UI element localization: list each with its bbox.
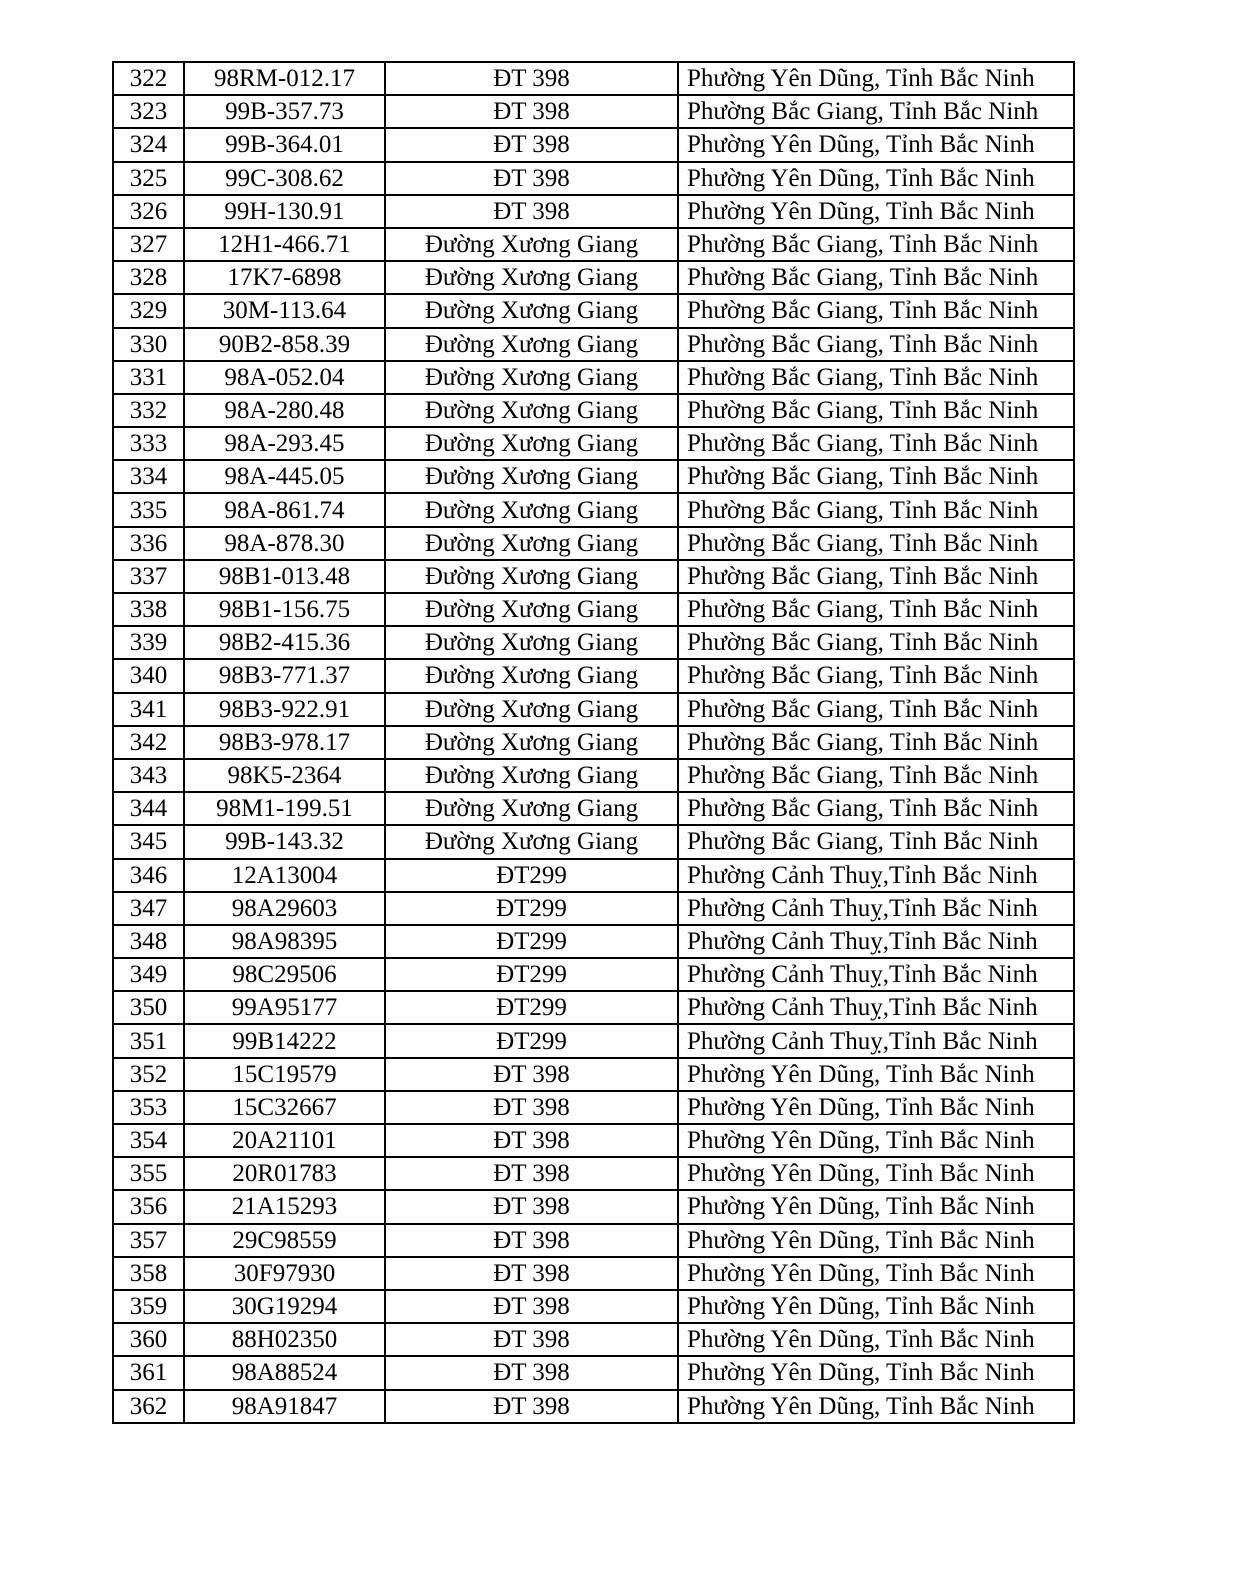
location-cell: Phường Bắc Giang, Tỉnh Bắc Ninh <box>678 427 1074 460</box>
table-row <box>113 493 1074 526</box>
location-cell: Phường Bắc Giang, Tỉnh Bắc Ninh <box>678 527 1074 560</box>
table-row <box>113 361 1074 394</box>
road-name-cell: Đường Xương Giang <box>385 460 678 493</box>
location-cell: Phường Yên Dũng, Tỉnh Bắc Ninh <box>678 62 1074 95</box>
location-cell: Phường Yên Dũng, Tỉnh Bắc Ninh <box>678 1323 1074 1356</box>
license-plate-cell: 98A88524 <box>184 1356 385 1389</box>
row-number-cell: 335 <box>113 493 184 526</box>
row-number-cell: 337 <box>113 560 184 593</box>
road-name-cell: ĐT 398 <box>385 1290 678 1323</box>
row-number-cell: 361 <box>113 1356 184 1389</box>
table-row <box>113 195 1074 228</box>
location-cell: Phường Bắc Giang, Tỉnh Bắc Ninh <box>678 693 1074 726</box>
location-cell: Phường Yên Dũng, Tỉnh Bắc Ninh <box>678 195 1074 228</box>
row-number-cell: 346 <box>113 859 184 892</box>
road-name-cell: ĐT299 <box>385 859 678 892</box>
location-cell: Phường Bắc Giang, Tỉnh Bắc Ninh <box>678 261 1074 294</box>
license-plate-cell: 99B-364.01 <box>184 128 385 161</box>
location-cell: Phường Bắc Giang, Tỉnh Bắc Ninh <box>678 792 1074 825</box>
location-cell: Phường Yên Dũng, Tỉnh Bắc Ninh <box>678 1058 1074 1091</box>
row-number-cell: 353 <box>113 1091 184 1124</box>
row-number-cell: 360 <box>113 1323 184 1356</box>
location-cell: Phường Bắc Giang, Tỉnh Bắc Ninh <box>678 228 1074 261</box>
location-cell: Phường Yên Dũng, Tỉnh Bắc Ninh <box>678 1390 1074 1423</box>
table-row <box>113 1257 1074 1290</box>
table-row <box>113 726 1074 759</box>
location-cell: Phường Bắc Giang, Tỉnh Bắc Ninh <box>678 726 1074 759</box>
license-plate-cell: 20R01783 <box>184 1157 385 1190</box>
table-row <box>113 1024 1074 1057</box>
license-plate-cell: 99B14222 <box>184 1024 385 1057</box>
road-name-cell: ĐT 398 <box>385 1390 678 1423</box>
location-cell: Phường Yên Dũng, Tỉnh Bắc Ninh <box>678 1157 1074 1190</box>
location-cell: Phường Cảnh Thuỵ,Tỉnh Bắc Ninh <box>678 1024 1074 1057</box>
row-number-cell: 329 <box>113 294 184 327</box>
road-name-cell: Đường Xương Giang <box>385 759 678 792</box>
table-row <box>113 693 1074 726</box>
table-row <box>113 1157 1074 1190</box>
row-number-cell: 355 <box>113 1157 184 1190</box>
table-row <box>113 593 1074 626</box>
row-number-cell: 356 <box>113 1190 184 1223</box>
license-plate-cell: 21A15293 <box>184 1190 385 1223</box>
row-number-cell: 349 <box>113 958 184 991</box>
road-name-cell: ĐT 398 <box>385 1190 678 1223</box>
table-row <box>113 228 1074 261</box>
license-plate-cell: 99C-308.62 <box>184 162 385 195</box>
table-row <box>113 825 1074 858</box>
license-plate-cell: 99B-143.32 <box>184 825 385 858</box>
table-row <box>113 394 1074 427</box>
road-name-cell: Đường Xương Giang <box>385 294 678 327</box>
location-cell: Phường Bắc Giang, Tỉnh Bắc Ninh <box>678 328 1074 361</box>
table-row <box>113 427 1074 460</box>
row-number-cell: 344 <box>113 792 184 825</box>
table-row <box>113 1190 1074 1223</box>
table-row <box>113 1224 1074 1257</box>
license-plate-cell: 98B1-156.75 <box>184 593 385 626</box>
table-row <box>113 95 1074 128</box>
table-row <box>113 162 1074 195</box>
row-number-cell: 336 <box>113 527 184 560</box>
road-name-cell: Đường Xương Giang <box>385 527 678 560</box>
location-cell: Phường Yên Dũng, Tỉnh Bắc Ninh <box>678 1356 1074 1389</box>
location-cell: Phường Bắc Giang, Tỉnh Bắc Ninh <box>678 593 1074 626</box>
license-plate-cell: 30F97930 <box>184 1257 385 1290</box>
road-name-cell: ĐT 398 <box>385 62 678 95</box>
row-number-cell: 352 <box>113 1058 184 1091</box>
table-row <box>113 759 1074 792</box>
table-row <box>113 328 1074 361</box>
license-plate-cell: 98B1-013.48 <box>184 560 385 593</box>
table-row <box>113 1390 1074 1423</box>
road-name-cell: Đường Xương Giang <box>385 394 678 427</box>
road-name-cell: Đường Xương Giang <box>385 493 678 526</box>
location-cell: Phường Bắc Giang, Tỉnh Bắc Ninh <box>678 294 1074 327</box>
location-cell: Phường Bắc Giang, Tỉnh Bắc Ninh <box>678 560 1074 593</box>
table-row <box>113 958 1074 991</box>
license-plate-cell: 15C32667 <box>184 1091 385 1124</box>
location-cell: Phường Cảnh Thuỵ,Tỉnh Bắc Ninh <box>678 859 1074 892</box>
location-cell: Phường Bắc Giang, Tỉnh Bắc Ninh <box>678 95 1074 128</box>
license-plate-cell: 30G19294 <box>184 1290 385 1323</box>
table-row <box>113 1058 1074 1091</box>
row-number-cell: 330 <box>113 328 184 361</box>
license-plate-cell: 98A98395 <box>184 925 385 958</box>
row-number-cell: 347 <box>113 892 184 925</box>
row-number-cell: 332 <box>113 394 184 427</box>
road-name-cell: Đường Xương Giang <box>385 693 678 726</box>
table-row <box>113 460 1074 493</box>
row-number-cell: 354 <box>113 1124 184 1157</box>
license-plate-cell: 98K5-2364 <box>184 759 385 792</box>
table-row <box>113 1091 1074 1124</box>
row-number-cell: 338 <box>113 593 184 626</box>
table-row <box>113 128 1074 161</box>
table-row <box>113 1323 1074 1356</box>
row-number-cell: 328 <box>113 261 184 294</box>
road-name-cell: ĐT 398 <box>385 128 678 161</box>
location-cell: Phường Yên Dũng, Tỉnh Bắc Ninh <box>678 128 1074 161</box>
road-name-cell: ĐT 398 <box>385 1224 678 1257</box>
table-row <box>113 62 1074 95</box>
row-number-cell: 340 <box>113 659 184 692</box>
table-row <box>113 1124 1074 1157</box>
table-row <box>113 294 1074 327</box>
location-cell: Phường Cảnh Thuỵ,Tỉnh Bắc Ninh <box>678 958 1074 991</box>
table-row <box>113 261 1074 294</box>
road-name-cell: ĐT299 <box>385 1024 678 1057</box>
location-cell: Phường Cảnh Thuỵ,Tỉnh Bắc Ninh <box>678 991 1074 1024</box>
license-plate-cell: 98A-878.30 <box>184 527 385 560</box>
road-name-cell: Đường Xương Giang <box>385 261 678 294</box>
license-plate-cell: 98A-861.74 <box>184 493 385 526</box>
row-number-cell: 357 <box>113 1224 184 1257</box>
road-name-cell: ĐT 398 <box>385 1323 678 1356</box>
road-name-cell: Đường Xương Giang <box>385 427 678 460</box>
road-name-cell: Đường Xương Giang <box>385 626 678 659</box>
location-cell: Phường Cảnh Thuỵ,Tỉnh Bắc Ninh <box>678 925 1074 958</box>
table-row <box>113 1290 1074 1323</box>
location-cell: Phường Bắc Giang, Tỉnh Bắc Ninh <box>678 626 1074 659</box>
row-number-cell: 323 <box>113 95 184 128</box>
license-plate-cell: 98A-293.45 <box>184 427 385 460</box>
row-number-cell: 326 <box>113 195 184 228</box>
row-number-cell: 322 <box>113 62 184 95</box>
table-row <box>113 991 1074 1024</box>
license-plate-cell: 99H-130.91 <box>184 195 385 228</box>
license-plate-cell: 98B2-415.36 <box>184 626 385 659</box>
location-cell: Phường Yên Dũng, Tỉnh Bắc Ninh <box>678 1257 1074 1290</box>
location-cell: Phường Yên Dũng, Tỉnh Bắc Ninh <box>678 1124 1074 1157</box>
row-number-cell: 334 <box>113 460 184 493</box>
table-row <box>113 560 1074 593</box>
license-plate-cell: 98M1-199.51 <box>184 792 385 825</box>
table-row <box>113 1356 1074 1389</box>
road-name-cell: ĐT 398 <box>385 195 678 228</box>
road-name-cell: ĐT299 <box>385 991 678 1024</box>
row-number-cell: 362 <box>113 1390 184 1423</box>
row-number-cell: 343 <box>113 759 184 792</box>
location-cell: Phường Cảnh Thuỵ,Tỉnh Bắc Ninh <box>678 892 1074 925</box>
road-name-cell: Đường Xương Giang <box>385 560 678 593</box>
row-number-cell: 341 <box>113 693 184 726</box>
road-name-cell: ĐT 398 <box>385 1157 678 1190</box>
location-cell: Phường Bắc Giang, Tỉnh Bắc Ninh <box>678 361 1074 394</box>
road-name-cell: Đường Xương Giang <box>385 228 678 261</box>
license-plate-cell: 98B3-978.17 <box>184 726 385 759</box>
location-cell: Phường Bắc Giang, Tỉnh Bắc Ninh <box>678 493 1074 526</box>
table-row <box>113 859 1074 892</box>
row-number-cell: 339 <box>113 626 184 659</box>
row-number-cell: 358 <box>113 1257 184 1290</box>
location-cell: Phường Bắc Giang, Tỉnh Bắc Ninh <box>678 825 1074 858</box>
license-plate-cell: 98RM-012.17 <box>184 62 385 95</box>
license-plate-cell: 98A-445.05 <box>184 460 385 493</box>
row-number-cell: 345 <box>113 825 184 858</box>
table-row <box>113 892 1074 925</box>
license-plate-cell: 99A95177 <box>184 991 385 1024</box>
license-plate-cell: 12A13004 <box>184 859 385 892</box>
location-cell: Phường Yên Dũng, Tỉnh Bắc Ninh <box>678 162 1074 195</box>
license-plate-cell: 98B3-771.37 <box>184 659 385 692</box>
road-name-cell: Đường Xương Giang <box>385 593 678 626</box>
license-plate-cell: 90B2-858.39 <box>184 328 385 361</box>
license-plate-cell: 30M-113.64 <box>184 294 385 327</box>
row-number-cell: 333 <box>113 427 184 460</box>
road-name-cell: Đường Xương Giang <box>385 825 678 858</box>
road-name-cell: Đường Xương Giang <box>385 361 678 394</box>
row-number-cell: 351 <box>113 1024 184 1057</box>
road-name-cell: ĐT 398 <box>385 95 678 128</box>
row-number-cell: 325 <box>113 162 184 195</box>
vehicle-violation-table <box>112 61 1075 1424</box>
road-name-cell: ĐT 398 <box>385 1124 678 1157</box>
row-number-cell: 342 <box>113 726 184 759</box>
road-name-cell: ĐT299 <box>385 892 678 925</box>
row-number-cell: 327 <box>113 228 184 261</box>
license-plate-cell: 98A-052.04 <box>184 361 385 394</box>
license-plate-cell: 29C98559 <box>184 1224 385 1257</box>
road-name-cell: ĐT299 <box>385 958 678 991</box>
row-number-cell: 331 <box>113 361 184 394</box>
location-cell: Phường Bắc Giang, Tỉnh Bắc Ninh <box>678 460 1074 493</box>
license-plate-cell: 98A91847 <box>184 1390 385 1423</box>
license-plate-cell: 88H02350 <box>184 1323 385 1356</box>
row-number-cell: 359 <box>113 1290 184 1323</box>
location-cell: Phường Bắc Giang, Tỉnh Bắc Ninh <box>678 759 1074 792</box>
road-name-cell: Đường Xương Giang <box>385 792 678 825</box>
row-number-cell: 348 <box>113 925 184 958</box>
road-name-cell: ĐT 398 <box>385 162 678 195</box>
location-cell: Phường Yên Dũng, Tỉnh Bắc Ninh <box>678 1290 1074 1323</box>
road-name-cell: Đường Xương Giang <box>385 726 678 759</box>
location-cell: Phường Bắc Giang, Tỉnh Bắc Ninh <box>678 659 1074 692</box>
road-name-cell: ĐT299 <box>385 925 678 958</box>
license-plate-cell: 98B3-922.91 <box>184 693 385 726</box>
license-plate-cell: 98A-280.48 <box>184 394 385 427</box>
location-cell: Phường Yên Dũng, Tỉnh Bắc Ninh <box>678 1224 1074 1257</box>
license-plate-cell: 15C19579 <box>184 1058 385 1091</box>
row-number-cell: 350 <box>113 991 184 1024</box>
row-number-cell: 324 <box>113 128 184 161</box>
road-name-cell: ĐT 398 <box>385 1257 678 1290</box>
table-row <box>113 659 1074 692</box>
location-cell: Phường Yên Dũng, Tỉnh Bắc Ninh <box>678 1091 1074 1124</box>
table-row <box>113 925 1074 958</box>
road-name-cell: ĐT 398 <box>385 1058 678 1091</box>
license-plate-cell: 17K7-6898 <box>184 261 385 294</box>
license-plate-cell: 99B-357.73 <box>184 95 385 128</box>
license-plate-cell: 12H1-466.71 <box>184 228 385 261</box>
location-cell: Phường Bắc Giang, Tỉnh Bắc Ninh <box>678 394 1074 427</box>
table-row <box>113 626 1074 659</box>
road-name-cell: Đường Xương Giang <box>385 659 678 692</box>
license-plate-cell: 20A21101 <box>184 1124 385 1157</box>
road-name-cell: ĐT 398 <box>385 1356 678 1389</box>
table-body <box>113 62 1074 1423</box>
location-cell: Phường Yên Dũng, Tỉnh Bắc Ninh <box>678 1190 1074 1223</box>
road-name-cell: ĐT 398 <box>385 1091 678 1124</box>
license-plate-cell: 98A29603 <box>184 892 385 925</box>
table-row <box>113 527 1074 560</box>
road-name-cell: Đường Xương Giang <box>385 328 678 361</box>
license-plate-cell: 98C29506 <box>184 958 385 991</box>
table-row <box>113 792 1074 825</box>
